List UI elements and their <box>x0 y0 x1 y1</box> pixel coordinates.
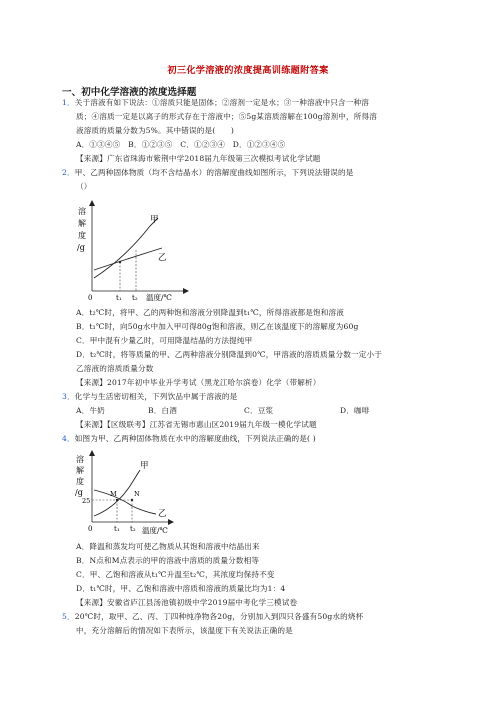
q4-label-jia: 甲 <box>140 461 149 471</box>
q2-tick-t2: t₂ <box>132 294 138 302</box>
q1-line1: 1．关于溶液有如下说法：①溶质只能是固体；②溶剂一定是水；③一种溶液中只含一种溶 <box>62 98 369 107</box>
q2-xlabel: 温度/℃ <box>146 293 172 302</box>
q4-ylabel-4: /g <box>75 488 83 497</box>
q2-number: 2． <box>62 168 75 177</box>
q3-option-b: B．白酒 <box>148 406 177 415</box>
q4-ylabel-1: 溶 <box>76 455 84 464</box>
q2-label-jia: 甲 <box>150 215 159 225</box>
q5-line1: 5．20℃时，取甲、乙、丙、丁四种纯净物各20g，分别加入到四只各盛有50g水的烧杯 <box>62 612 364 621</box>
q4-y-arrow <box>89 450 95 456</box>
q4-label-yi: 乙 <box>158 509 167 519</box>
q2-option-c: C．甲中混有少量乙时，可用降温结晶的方法提纯甲 <box>76 336 253 345</box>
q4-option-d: D．t₁℃时，甲、乙饱和溶液中溶质和溶液的质量比均为1：4 <box>76 584 286 593</box>
q3-option-d: D．咖啡 <box>340 406 370 415</box>
q2-ylabel-3: 度 <box>78 231 86 240</box>
q4-solubility-chart <box>70 446 190 534</box>
q4-xlabel: 温度/℃ <box>142 526 168 534</box>
q4-origin: 0 <box>88 525 93 533</box>
q2-label-yi: 乙 <box>158 253 167 263</box>
q4-option-a: A．降温和蒸发均可使乙物质从其饱和溶液中结晶出来 <box>76 542 260 551</box>
q3-number: 3． <box>62 392 75 401</box>
q2-ylabel-4: /g <box>77 243 85 252</box>
q1-number: 1． <box>62 98 75 107</box>
q2-line2: （） <box>76 182 92 191</box>
q3-option-c: C．豆浆 <box>244 406 274 415</box>
q4-stem: 4．如图为甲、乙两种固体物质在水中的溶解度曲线，下列说法正确的是( ) <box>62 434 316 443</box>
q2-tick-t1: t₁ <box>116 294 122 302</box>
q4-ylabel-2: 解 <box>76 466 84 475</box>
q4-curve-yi <box>94 490 156 514</box>
q4-point-n <box>131 499 133 501</box>
q4-source: 【来源】安徽省庐江县汤池镇初级中学2019届中考化学三模试卷 <box>76 598 298 607</box>
q4-ylabel-3: 度 <box>76 477 84 486</box>
q4-label-n: N <box>134 490 140 498</box>
q2-intersection-point <box>119 261 121 263</box>
q4-label-m: M <box>110 490 117 498</box>
q3-option-a: A．牛奶 <box>76 406 105 415</box>
q4-x-arrow <box>168 519 174 525</box>
q2-option-d-line1: D．t₂℃时，将等质量的甲、乙两种溶液分别降温到0℃，甲溶液的溶质质量分数一定小于 <box>76 350 382 359</box>
page-title: 初三化学溶液的浓度提高训练题附答案 <box>167 65 329 76</box>
q5-number: 5． <box>62 612 75 621</box>
section-heading: 一、初中化学溶液的浓度选择题 <box>62 87 197 98</box>
q2-option-d-line2: 乙溶液的溶质质量分数 <box>76 364 154 373</box>
q2-curve-jia <box>94 218 158 278</box>
q1-line3: 液溶质的质量分数为5%。其中错误的是( ) <box>76 126 234 135</box>
q1-source: 【来源】广东省珠海市紫荆中学2018届九年级第三次模拟考试化学试题 <box>76 154 321 163</box>
q4-tick-t2: t₂ <box>130 525 136 533</box>
q2-solubility-chart <box>70 196 200 304</box>
q3-stem: 3．化学与生活密切相关，下列饮品中属于溶液的是 <box>62 392 238 401</box>
q4-point-m <box>116 499 118 501</box>
q4-number: 4． <box>62 434 75 443</box>
q1-options: A．①③④⑤ B．①②③⑤ C．①②③④ D．①②③④⑤ <box>76 140 286 149</box>
q2-y-arrow <box>89 200 95 206</box>
q4-option-c: C．甲、乙饱和溶液从t₁℃升温至t₂℃，其浓度均保持不变 <box>76 570 275 579</box>
q2-line1: 2．甲、乙两种固体物质（均不含结晶水）的溶解度曲线如图所示，下列说法错误的是 <box>62 168 354 177</box>
q2-x-arrow <box>183 288 189 294</box>
q2-ylabel-2: 解 <box>78 219 86 228</box>
q2-option-a: A．t₂℃时，将甲、乙的两种饱和溶液分别降温到t₁℃，所得溶液都是饱和溶液 <box>76 308 345 317</box>
q3-source: 【来源】【区级联考】江苏省无锡市惠山区2019届九年级一模化学试题 <box>76 420 317 429</box>
q4-tick-t1: t₁ <box>114 525 120 533</box>
q2-ylabel-1: 溶 <box>78 207 86 216</box>
q1-line2: 质；④溶质一定是以离子的形式存在于溶液中；⑤5g某溶质溶解在100g溶剂中，所得溶 <box>76 112 377 121</box>
q4-ytick-25: 25 <box>82 497 91 505</box>
q2-source: 【来源】2017年初中毕业升学考试（黑龙江哈尔滨卷）化学（带解析） <box>76 378 321 387</box>
q2-origin: 0 <box>88 294 93 302</box>
q5-line2: 中，充分溶解后的情况如下表所示，该温度下有关说法正确的是 <box>76 626 293 635</box>
q4-option-b: B．N点和M点表示的甲的溶液中溶质的质量分数相等 <box>76 556 260 565</box>
q2-option-b: B．t₁℃时，向50g水中加入甲可得80g饱和溶液，则乙在该温度下的溶解度为60g <box>76 322 359 331</box>
